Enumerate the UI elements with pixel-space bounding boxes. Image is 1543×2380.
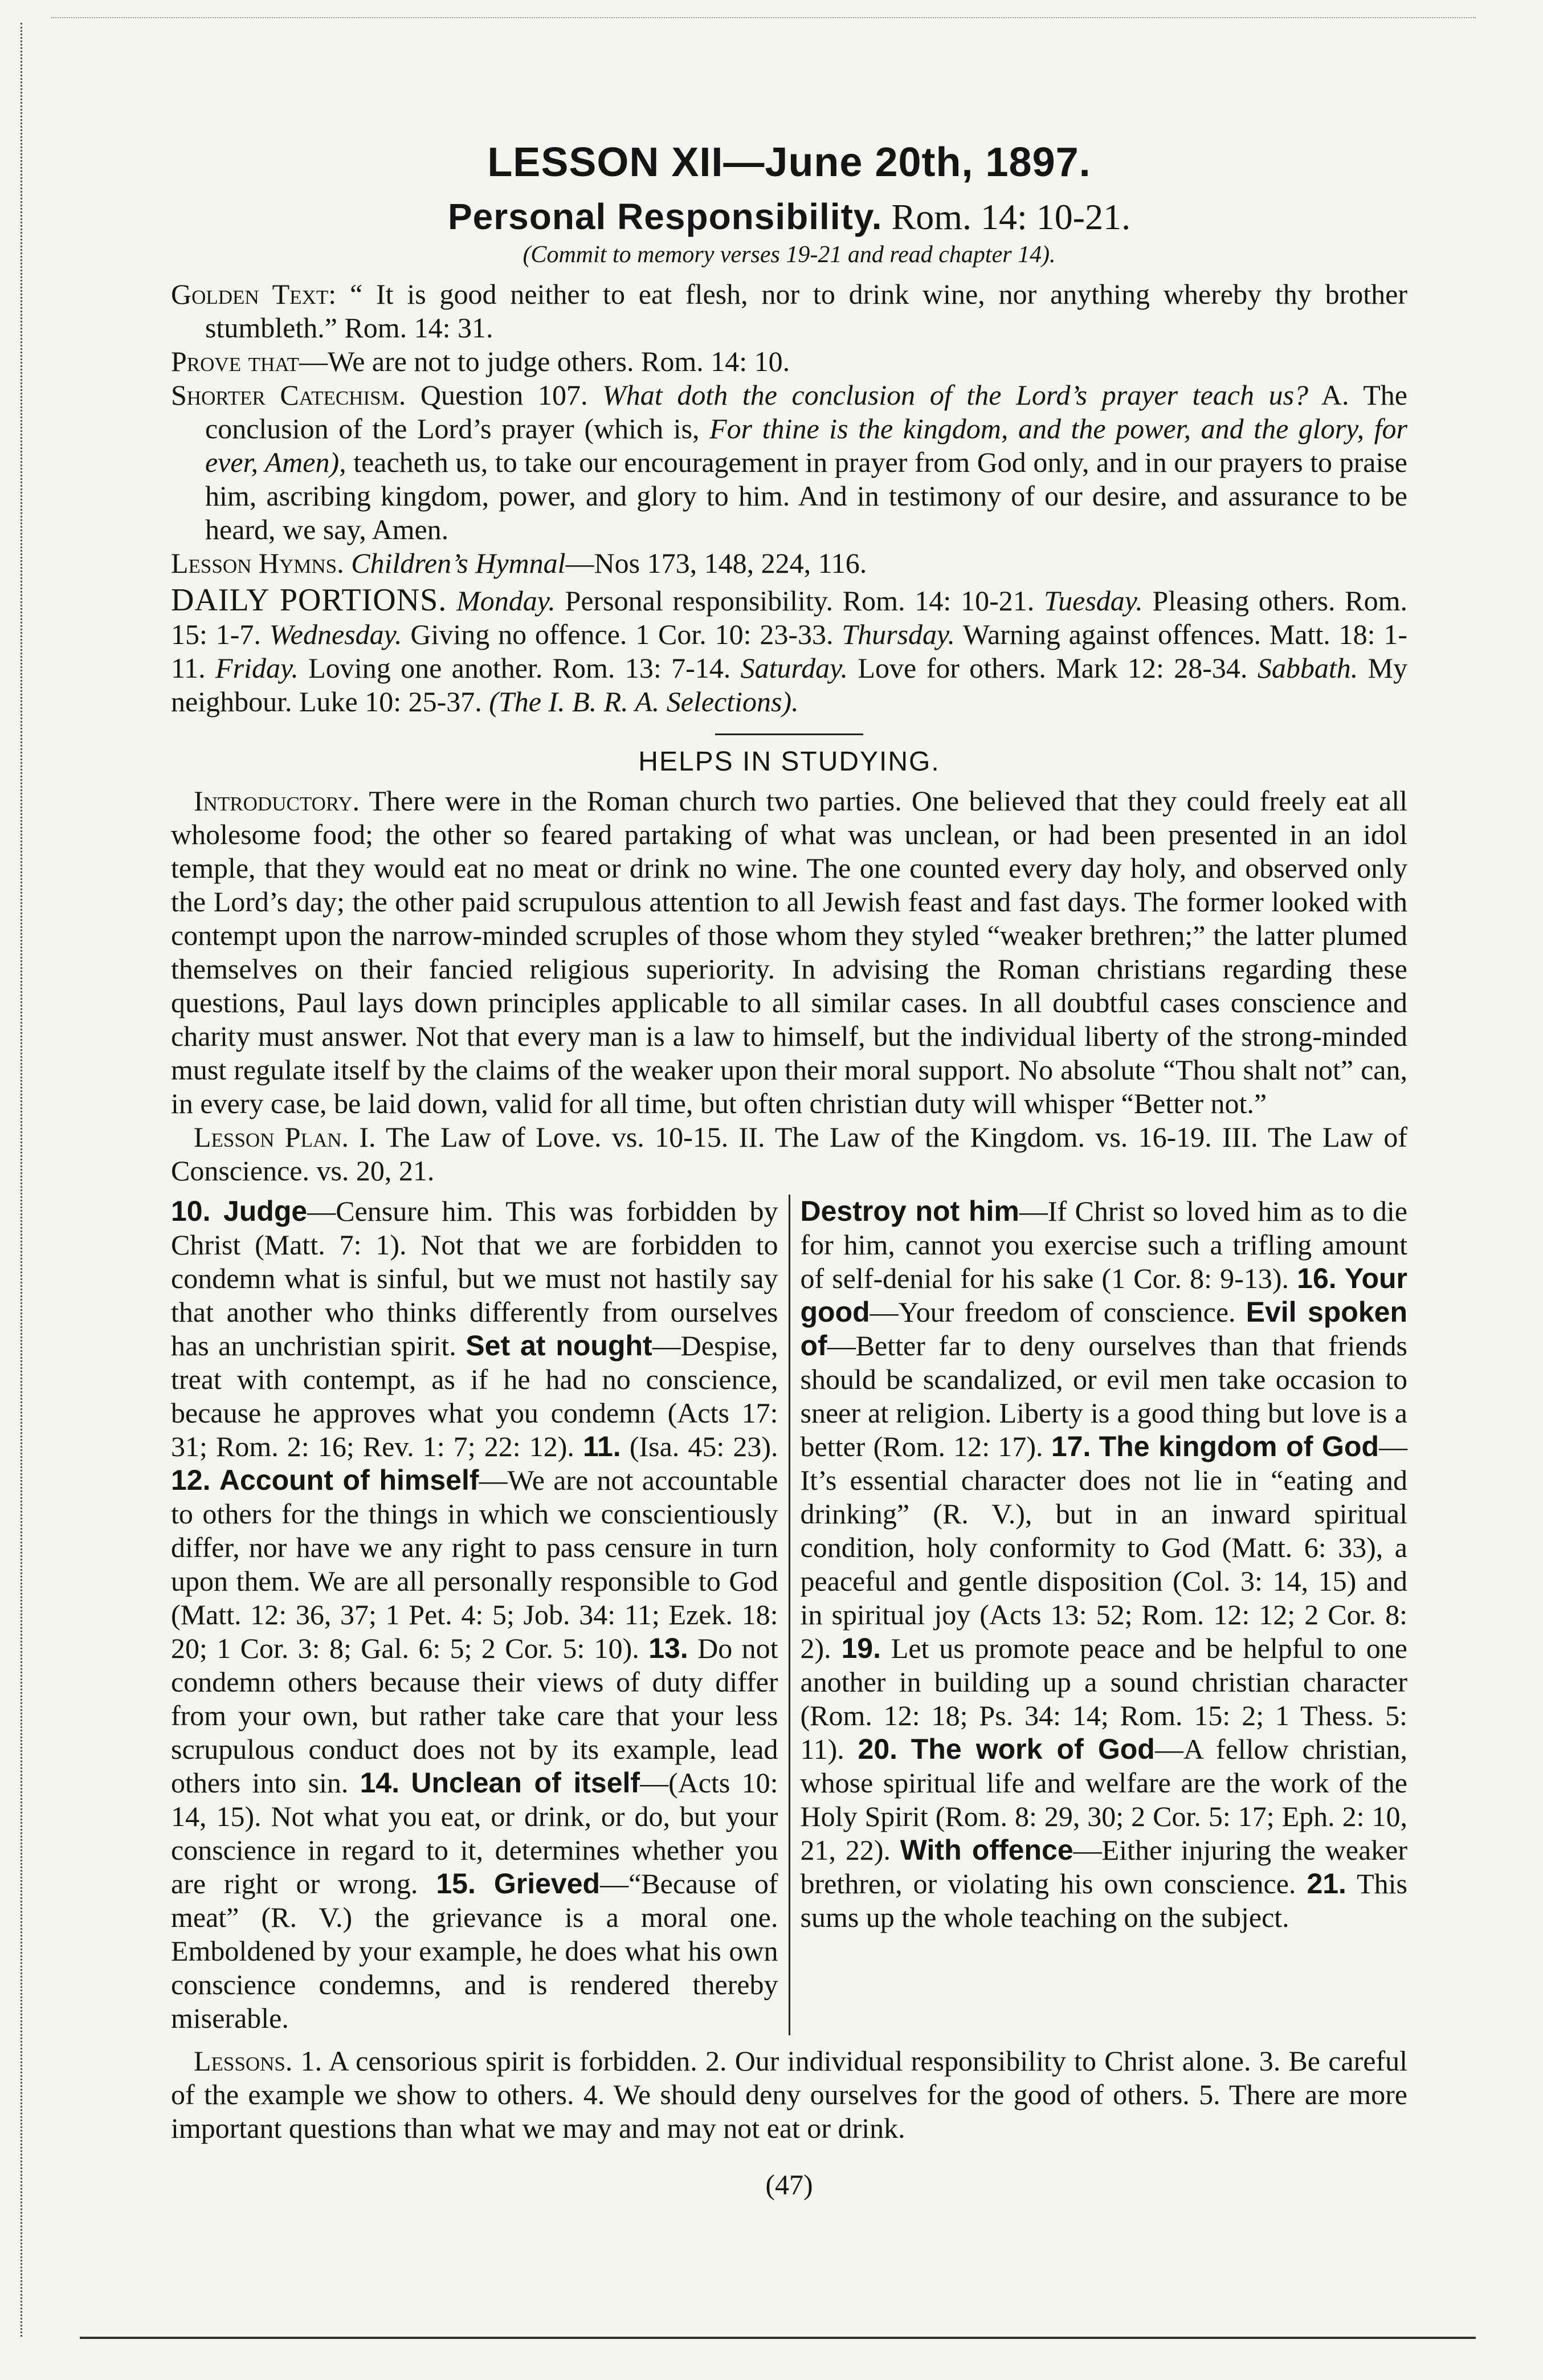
- note-num: 21.: [1307, 1868, 1346, 1900]
- day-text: Love for others. Mark 12: 28-34.: [858, 652, 1248, 684]
- note-num: 17.: [1051, 1431, 1091, 1462]
- day-label: Friday.: [215, 652, 299, 684]
- prove-that: [171, 345, 1407, 378]
- day-label: Sabbath.: [1257, 652, 1358, 684]
- introductory-text: There were in the Roman church two parties. One believed that they could freely eat all wholesome food; the other so feared partaking of what was unclean, or had been presented in an idol temple, that they would eat no meat or drink no wine. The one counted every day holy, and observed only the Lord’s day; the other paid scrupulous attention to all Jewish feast and fast days. The former looked with contempt upon the narrow-minded scruples of those whom they styled “weaker brethren;” the latter plumed themselves on their fancied religious superiority. In advising the Roman christians regarding these questions, Paul lays down principles applicable to all similar cases. In all doubtful cases conscience and charity must answer. Not that every man is a law to himself, but the individual liberty of the strong-minded must regulate itself by the claims of the weaker upon their moral support. No absolute “Thou shalt not” can, in every case, be laid down, valid for all time, but often christian duty will whisper “Better not.”: [171, 785, 1407, 1119]
- catechism: [171, 378, 1407, 547]
- note-num: 19.: [841, 1632, 881, 1664]
- note-head: Grieved: [493, 1868, 601, 1900]
- lesson-hymns: [171, 547, 1407, 580]
- note-head: Destroy not him: [800, 1195, 1019, 1227]
- commit-note: (Commit to memory verses 19-21 and read chapter 14).: [523, 242, 1056, 268]
- day-label: Saturday.: [740, 652, 848, 684]
- note-num: 12.: [171, 1464, 211, 1496]
- catechism-question: What doth the conclusion of the Lord’s prayer teach us?: [602, 379, 1309, 411]
- day-text: Warning against offences. Matt. 18: 1-11.: [171, 618, 1407, 684]
- day-label: Wednesday.: [269, 618, 402, 650]
- note-num: 20.: [858, 1733, 898, 1765]
- notes-right-column: [789, 1195, 1408, 2035]
- note-num: 13.: [648, 1632, 688, 1664]
- golden-text: [171, 278, 1407, 345]
- note-text: Do not condemn others because their views of duty differ from your own, but rather take care that your less scrupulous conduct does not by its example, lead others into sin.: [171, 1632, 778, 1799]
- note-num: 11.: [582, 1431, 621, 1462]
- day-label: Tuesday.: [1044, 585, 1143, 617]
- lesson-plan-label: Lesson Plan.: [194, 1121, 349, 1153]
- left-binding-edge: [21, 23, 28, 2337]
- note-text: —It’s essential character does not lie in “eating and drinking” (R. V.), but in an inward spiritual condition, holy conformity to God (Matt. 6: 33), a peaceful and gentle disposition (Col. 3: 14, 15) and in spiritual joy (Acts 13: 52; Rom. 12: 12; 2 Cor. 8: 2).: [800, 1431, 1408, 1664]
- catechism-question-no: Question 107.: [420, 379, 588, 411]
- daily-portions: [171, 584, 1407, 719]
- helps-heading: HELPS IN STUDYING.: [638, 747, 940, 777]
- introductory: [171, 784, 1407, 1120]
- subtitle-main: Personal Responsibility.: [447, 196, 883, 237]
- day-text: Giving no offence. 1 Cor. 10: 23-33.: [410, 618, 834, 650]
- note-num: 16.: [1297, 1262, 1337, 1294]
- hymns-book: Children’s Hymnal: [351, 547, 566, 579]
- note-head: The kingdom of God: [1099, 1431, 1379, 1462]
- daily-portions-heading: DAILY PORTIONS.: [171, 582, 447, 618]
- note-text: —We are not accountable to others for the things in which we conscientiously differ, nor have we any right to pass censure in turn upon them. We are all personally responsible to God (Matt. 12: 36, 37; 1 Pet. 4: 5; Job. 34: 11; Ezek. 18: 20; 1 Cor. 3: 8; Gal. 6: 5; 2 Cor. 5: 10).: [171, 1464, 778, 1664]
- catechism-answer-a: The conclusion of the Lord’s prayer (which is,: [205, 379, 1407, 445]
- subtitle-ref: Rom. 14: 10-21.: [891, 197, 1131, 237]
- note-text: —Better far to deny ourselves than that friends should be scandalized, or evil men take occasion to sneer at religion. Liberty is a good thing but love is a better (Rom. 12: 17).: [800, 1330, 1407, 1462]
- catechism-answer-italic: For thine is the kingdom, and the power, and the glory, for ever, Amen),: [205, 413, 1407, 478]
- note-text: —Either injuring the weaker brethren, or violating his own conscience.: [800, 1834, 1407, 1900]
- prove-that-label: Prove that: [171, 345, 300, 377]
- note-head: Account of himself: [219, 1464, 479, 1496]
- bottom-edge-rule: [80, 2337, 1476, 2339]
- note-head: Judge: [223, 1195, 308, 1227]
- note-text: This sums up the whole teaching on the subject.: [800, 1868, 1407, 1933]
- note-text: —A fellow christian, whose spiritual life and welfare are the work of the Holy Spirit (Rom. 8: 29, 30; 2 Cor. 5: 17; Eph. 2: 10, 21, 22).: [800, 1733, 1408, 1866]
- hymns-numbers: —Nos 173, 148, 224, 116.: [565, 547, 867, 579]
- note-text: —Censure him. This was forbidden by Christ (Matt. 7: 1). Not that we are forbidden to condemn what is sinful, but we must not hastily say that another who thinks differently from ourselves has an unchristian spirit.: [171, 1195, 778, 1362]
- catechism-label: Shorter Catechism.: [171, 379, 406, 411]
- lesson-plan: [171, 1120, 1407, 1188]
- page-number: (47): [765, 2169, 813, 2200]
- note-text: —Your freedom of conscience.: [870, 1296, 1236, 1328]
- day-text: Loving one another. Rom. 13: 7-14.: [308, 652, 731, 684]
- catechism-answer-label: A.: [1321, 379, 1349, 411]
- introductory-label: Introductory.: [194, 785, 360, 817]
- note-item: [583, 1431, 778, 1462]
- note-text: —If Christ so loved him as to die for him, cannot you exercise such a trifling amount of self-denial for his sake (1 Cor. 8: 9-13).: [800, 1195, 1408, 1294]
- day-label: Monday.: [456, 585, 556, 617]
- section-divider: [715, 733, 863, 735]
- note-item: [801, 1431, 1408, 1664]
- note-text: —“Because of meat” (R. V.) the grievance is a moral one. Emboldened by your example, he does what his own conscience condemns, and is rendered thereby miserable.: [171, 1868, 778, 2034]
- note-head: With offence: [900, 1834, 1073, 1866]
- selections-note: (The I. B. R. A. Selections).: [489, 686, 799, 718]
- note-num: 14.: [360, 1767, 400, 1799]
- golden-text-body: “ It is good neither to eat flesh, nor to drink wine, nor anything whereby thy brother stumbleth.” Rom. 14: 31.: [205, 278, 1407, 344]
- lesson-plan-text: I. The Law of Love. vs. 10-15. II. The Law of the Kingdom. vs. 16-19. III. The Law of Conscience. vs. 20, 21.: [171, 1121, 1407, 1187]
- lessons-label: Lessons.: [194, 2045, 293, 2077]
- notes-columns: [171, 1195, 1407, 2035]
- lessons: [171, 2044, 1407, 2145]
- catechism-answer-b: teacheth us, to take our encouragement in prayer from God only, and in our prayers to praise him, ascribing kingdom, power, and glory to him. And in testimony of our desire, and assurance to be heard, we say, Amen.: [205, 446, 1407, 545]
- top-edge-marks: [51, 17, 1476, 18]
- note-text: —Despise, treat with contempt, as if he had no conscience, because he approves what you condemn (Acts 17: 31; Rom. 2: 16; Rev. 1: 7; 22: 12).: [171, 1330, 778, 1462]
- day-label: Thursday.: [842, 618, 955, 650]
- lessons-text: 1. A censorious spirit is forbidden. 2. Our individual responsibility to Christ alone. 3. Be careful of the example we show to others. 4. We should deny ourselves for the good of others. 5. There are more important questions than what we may and may not eat or drink.: [171, 2045, 1408, 2144]
- note-text: Let us promote peace and be helpful to one another in building up a sound christian character (Rom. 12: 18; Ps. 34: 14; Rom. 15: 2; 1 Thess. 5: 11).: [800, 1632, 1408, 1765]
- hymns-label: Lesson Hymns.: [171, 547, 344, 579]
- day-text: Personal responsibility. Rom. 14: 10-21.: [565, 585, 1035, 617]
- note-text: —(Acts 10: 14, 15). Not what you eat, or drink, or do, but your conscience in regard to it, determines whether you are right or wrong.: [171, 1767, 778, 1900]
- lesson-subtitle: [171, 194, 1407, 240]
- prove-that-body: —We are not to judge others. Rom. 14: 10.: [299, 345, 790, 377]
- note-head: Unclean of itself: [411, 1767, 640, 1799]
- note-head: Your good: [800, 1262, 1407, 1328]
- page-body: [171, 103, 1407, 2202]
- note-num: 15.: [436, 1868, 476, 1900]
- notes-left-column: [171, 1195, 789, 2035]
- note-head: Evil spoken of: [800, 1296, 1408, 1362]
- note-head: Set at nought: [466, 1330, 652, 1362]
- note-text: (Isa. 45: 23).: [629, 1431, 778, 1462]
- lesson-title: LESSON XII—June 20th, 1897.: [487, 140, 1091, 185]
- note-head: The work of God: [911, 1733, 1155, 1765]
- note-num: 10.: [171, 1195, 211, 1227]
- day-text: Pleasing others. Rom. 15: 1-7.: [171, 585, 1408, 650]
- day-text: My neighbour. Luke 10: 25-37.: [171, 652, 1408, 718]
- golden-text-label: Golden Text:: [171, 278, 337, 310]
